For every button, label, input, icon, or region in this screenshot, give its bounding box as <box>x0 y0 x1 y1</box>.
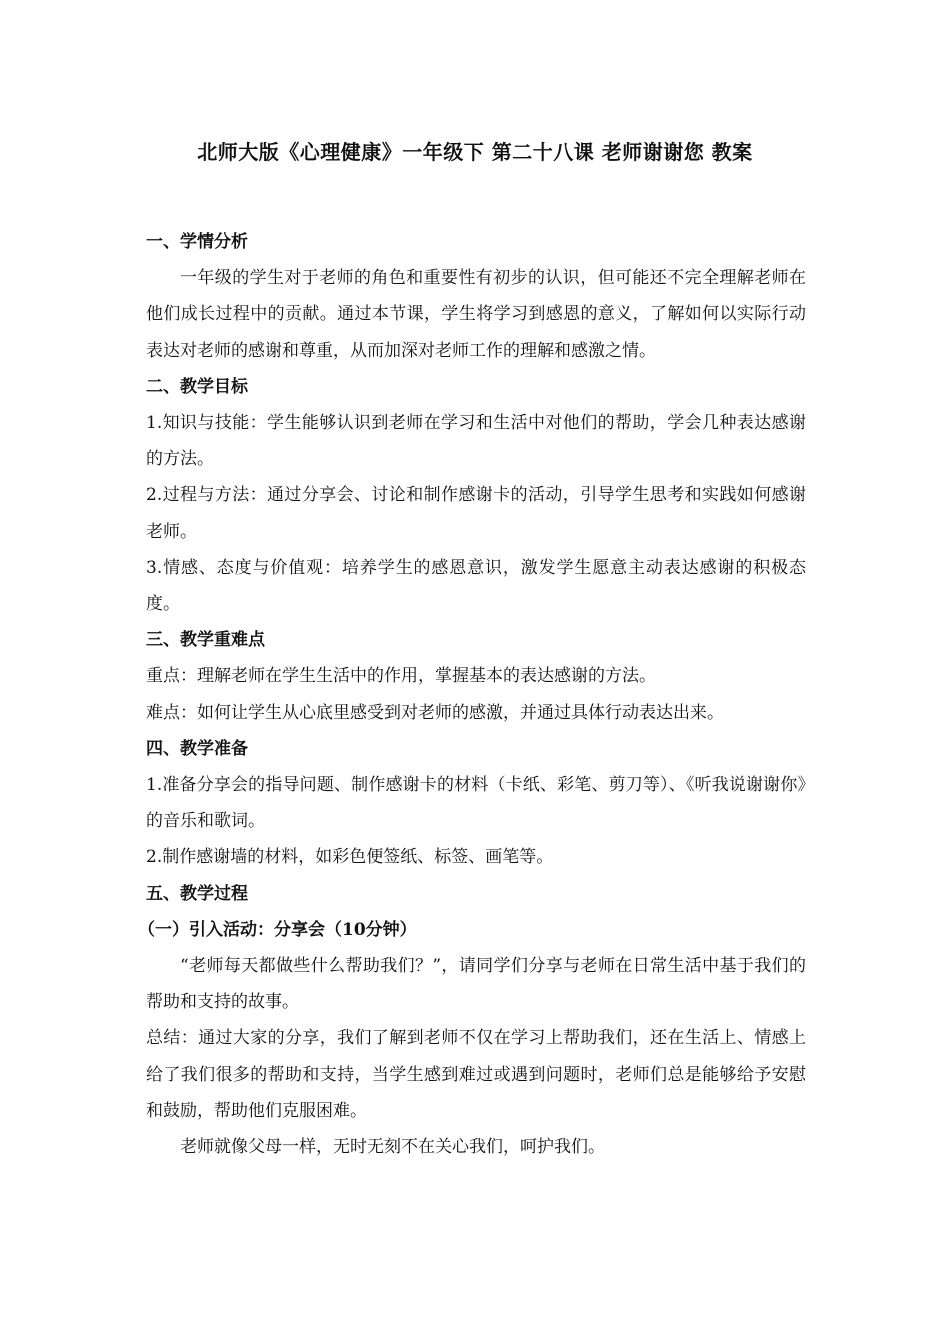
subsection-heading-intro: （一）引入活动：分享会（10分钟） <box>138 919 417 940</box>
section-heading-analysis: 一、学情分析 <box>146 232 248 252</box>
objective-item-1: 1.知识与技能：学生能够认识到老师在学习和生活中对他们的帮助，学会几种表达感谢的方法。 <box>146 413 806 470</box>
objective-item-2: 2.过程与方法：通过分享会、讨论和制作感谢卡的活动，引导学生思考和实践如何感谢老师。 <box>146 485 806 542</box>
process-paragraph-3: 老师就像父母一样，无时无刻不在关心我们，呵护我们。 <box>180 1137 605 1158</box>
preparation-item-1: 1.准备分享会的指导问题、制作感谢卡的材料（卡纸、彩笔、剪刀等）、《听我说谢谢你》的音乐和歌词。 <box>146 775 806 832</box>
process-paragraph-2: 总结：通过大家的分享，我们了解到老师不仅在学习上帮助我们，还在生活上、情感上给了我们很多的帮助和支持，当学生感到难过或遇到问题时，老师们总是能够给予安慰和鼓励，帮助他们克服困难。 <box>146 1028 806 1121</box>
process-paragraph-1: “老师每天都做些什么帮助我们？”，请同学们分享与老师在日常生活中基于我们的帮助和支持的故事。 <box>146 956 806 1013</box>
preparation-item-2: 2.制作感谢墙的材料，如彩色便签纸、标签、画笔等。 <box>146 847 554 868</box>
section-heading-key-points: 三、教学重难点 <box>146 630 265 651</box>
key-point: 重点：理解老师在学生生活中的作用，掌握基本的表达感谢的方法。 <box>146 666 656 687</box>
section-heading-process: 五、教学过程 <box>146 883 248 904</box>
difficult-point: 难点：如何让学生从心底里感受到对老师的感激，并通过具体行动表达出来。 <box>146 702 724 723</box>
document-title: 北师大版《心理健康》一年级下 第二十八课 老师谢谢您 教案 <box>197 140 753 164</box>
document-body <box>138 224 806 1165</box>
section-heading-objectives: 二、教学目标 <box>146 376 248 397</box>
analysis-paragraph: 一年级的学生对于老师的角色和重要性有初步的认识，但可能还不完全理解老师在他们成长过程中的贡献。通过本节课，学生将学习到感恩的意义，了解如何以实际行动表达对老师的感谢和尊重，从而加深对老师工作的理解和感激之情。 <box>146 268 806 361</box>
section-heading-preparation: 四、教学准备 <box>146 738 248 759</box>
objective-item-3: 3.情感、态度与价值观：培养学生的感恩意识，激发学生愿意主动表达感谢的积极态度。 <box>146 557 806 615</box>
